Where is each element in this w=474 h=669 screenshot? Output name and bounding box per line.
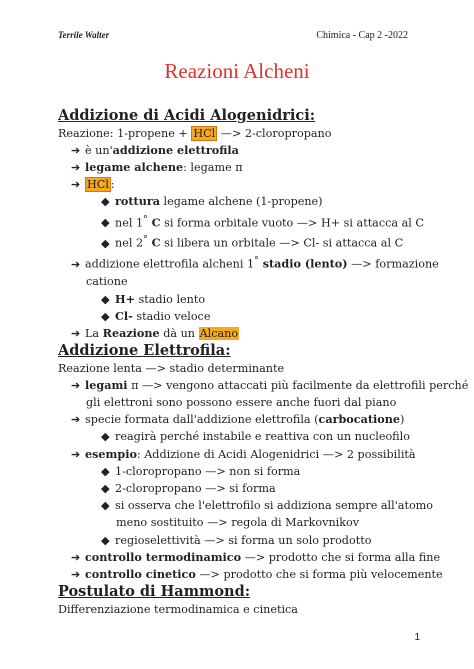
alcano-highlight: Alcano bbox=[199, 326, 239, 340]
section-heading-elettrofila: Addizione Elettrofila: bbox=[58, 342, 231, 360]
sub-bullet-h-lento: ◆ H+ stadio lento bbox=[58, 291, 428, 308]
hcl-highlight: HCl bbox=[87, 178, 109, 192]
arrow-bullet-icon: ➔ bbox=[71, 160, 81, 174]
bullet-cinetico: ➔ controllo cinetico —> prodotto che si forma più velocemente bbox=[58, 566, 428, 583]
page-title: Reazioni Alcheni bbox=[164, 59, 310, 83]
bullet-termodinamico: ➔ controllo termodinamico —> prodotto che si forma alla fine bbox=[58, 549, 428, 566]
sub-bullet-secondo-c: ◆ nel 2° C si libera un orbitale —> Cl- si attacca al C bbox=[58, 231, 428, 252]
arrow-bullet-icon: ➔ bbox=[71, 447, 81, 461]
diamond-bullet-icon: ◆ bbox=[101, 216, 110, 230]
bullet-esempio: ➔ esempio: Addizione di Acidi Alogenidrici —> 2 possibilità bbox=[58, 446, 428, 463]
bullet-alcano: ➔ La Reazione dà un Alcano bbox=[58, 325, 428, 342]
bullet-legame-alchene: ➔ legame alchene: legame π bbox=[58, 159, 428, 176]
diamond-bullet-icon: ◆ bbox=[101, 237, 110, 251]
header-author: Terrile Walter bbox=[58, 30, 110, 40]
arrow-bullet-icon: ➔ bbox=[71, 413, 81, 427]
sub-bullet-reagira: ◆ reagirà perché instabile e reattiva con un nucleofilo bbox=[58, 428, 428, 445]
notes-body bbox=[58, 107, 469, 618]
bullet-carbocatione: ➔ specie formata dall'addizione elettrofila (carbocatione) bbox=[58, 411, 428, 428]
sub-bullet-1-cloropropano: ◆ 1-cloropropano —> non si forma bbox=[58, 463, 428, 480]
intro-line: Reazione lenta —> stadio determinante bbox=[58, 361, 285, 375]
arrow-bullet-icon: ➔ bbox=[71, 550, 81, 564]
arrow-bullet-icon: ➔ bbox=[71, 178, 81, 192]
sub-bullet-regioselettivita: ◆ regioselettività —> si forma un solo prodotto bbox=[58, 532, 428, 549]
section-heading-acidi: Addizione di Acidi Alogenidrici: bbox=[58, 107, 316, 124]
diamond-bullet-icon: ◆ bbox=[101, 499, 110, 513]
diamond-bullet-icon: ◆ bbox=[101, 430, 110, 444]
diamond-bullet-icon: ◆ bbox=[101, 309, 110, 323]
sub-bullet-markovnikov-cont: meno sostituito —> regola di Markovnikov bbox=[116, 516, 360, 530]
sub-bullet-markovnikov: ◆ si osserva che l'elettrofilo si addiziona sempre all'atomo bbox=[58, 497, 428, 514]
reaction-line: Reazione: 1-propene + HCl —> 2-cloropropano bbox=[58, 126, 332, 140]
bullet-legami-pi: ➔ legami π —> vengono attaccati più facilmente da elettrofili perché bbox=[58, 377, 428, 394]
bullet-legami-pi-cont: gli elettroni sono possono essere anche fuori dal piano bbox=[86, 396, 397, 410]
sub-bullet-primo-c: ◆ nel 1° C si forma orbitale vuoto —> H+ si attacca al C bbox=[58, 211, 428, 232]
arrow-bullet-icon: ➔ bbox=[71, 258, 81, 272]
hammond-text: Differenziazione termodinamica e cinetica bbox=[58, 602, 298, 616]
arrow-bullet-icon: ➔ bbox=[71, 143, 81, 157]
hcl-highlight: HCl bbox=[193, 126, 216, 140]
diamond-bullet-icon: ◆ bbox=[101, 292, 110, 306]
bullet-primo-stadio-cont: catione bbox=[86, 275, 128, 289]
section-heading-hammond: Postulato di Hammond: bbox=[58, 583, 251, 601]
sub-bullet-cl-veloce: ◆ Cl- stadio veloce bbox=[58, 308, 428, 325]
diamond-bullet-icon: ◆ bbox=[101, 482, 110, 496]
sub-bullet-rottura: ◆ rottura legame alchene (1-propene) bbox=[58, 193, 428, 210]
arrow-bullet-icon: ➔ bbox=[71, 568, 81, 582]
bullet-elettrofila: ➔ è un'addizione elettrofila bbox=[58, 142, 428, 159]
diamond-bullet-icon: ◆ bbox=[101, 464, 110, 478]
page-number: 1 bbox=[414, 632, 420, 643]
sub-bullet-2-cloropropano: ◆ 2-cloropropano —> si forma bbox=[58, 480, 428, 497]
header-course: Chimica - Cap 2 -2022 bbox=[316, 30, 408, 41]
arrow-bullet-icon: ➔ bbox=[71, 378, 81, 392]
diamond-bullet-icon: ◆ bbox=[101, 533, 110, 547]
diamond-bullet-icon: ◆ bbox=[101, 195, 110, 209]
bullet-primo-stadio: ➔ addizione elettrofila alcheni 1° stadio (lento) —> formazione bbox=[58, 252, 428, 273]
arrow-bullet-icon: ➔ bbox=[71, 326, 81, 340]
bullet-hcl: ➔ HCl : bbox=[58, 176, 428, 193]
